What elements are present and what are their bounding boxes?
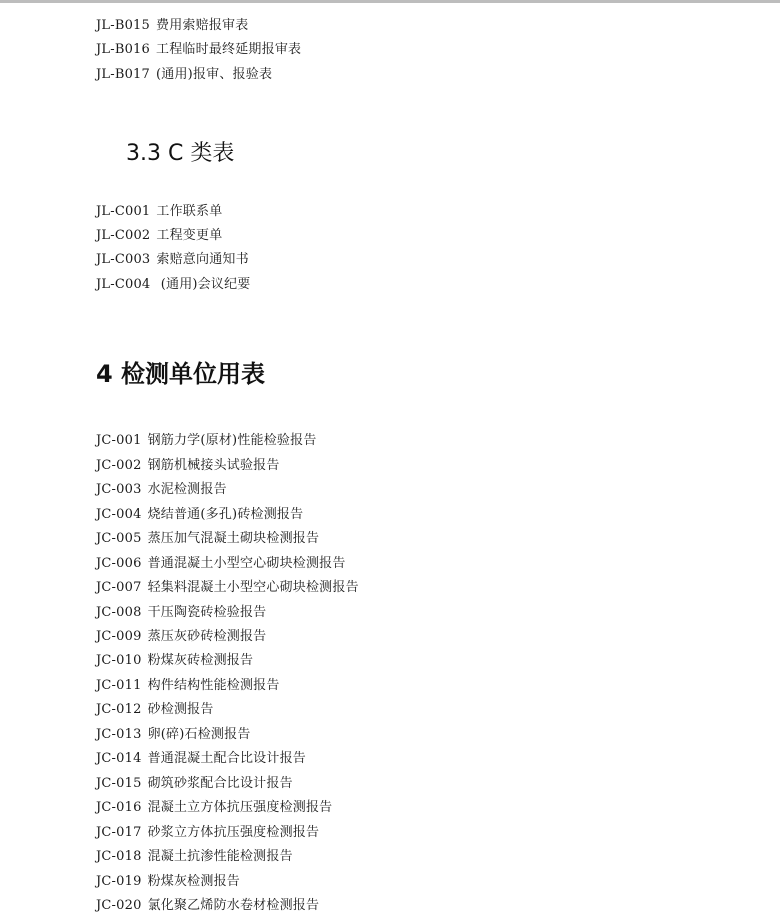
item-title: 费用索赔报审表: [156, 18, 249, 33]
item-code: JL-B017: [96, 67, 151, 82]
list-item: [96, 898, 319, 914]
list-item: [96, 18, 248, 34]
item-title: 混凝土立方体抗压强度检测报告: [147, 800, 333, 815]
item-title: 干压陶瓷砖检验报告: [147, 605, 267, 620]
list-item: [96, 629, 266, 645]
item-title: 索赔意向通知书: [156, 252, 249, 267]
item-title: 粉煤灰砖检测报告: [147, 653, 254, 668]
list-item: [96, 653, 253, 669]
list-item: [96, 204, 222, 220]
item-title: 普通混凝土小型空心砌块检测报告: [147, 556, 346, 571]
list-item: [96, 751, 306, 767]
item-code: JC-012: [96, 702, 142, 717]
item-title: (通用)会议纪要: [156, 277, 251, 292]
list-item: [96, 531, 319, 547]
item-title: 混凝土抗渗性能检测报告: [147, 849, 293, 864]
item-title: 构件结构性能检测报告: [147, 678, 280, 693]
item-code: JC-011: [96, 678, 142, 693]
item-code: JL-B016: [96, 42, 151, 57]
item-title: 钢筋力学(原材)性能检验报告: [147, 433, 317, 448]
list-item: [96, 252, 249, 268]
list-item: [96, 776, 293, 792]
list-item: [96, 678, 280, 694]
section-c-heading: 3.3 C 类表: [126, 141, 235, 166]
item-code: JC-003: [96, 482, 142, 497]
item-title: 粉煤灰检测报告: [147, 874, 240, 889]
list-item: [96, 825, 319, 841]
list-item: [96, 800, 332, 816]
item-code: JC-019: [96, 874, 142, 889]
list-item: [96, 702, 214, 718]
item-title: 砂检测报告: [147, 702, 214, 717]
item-code: JC-007: [96, 580, 142, 595]
item-code: JC-001: [96, 433, 142, 448]
list-item: [96, 67, 272, 83]
item-code: JC-010: [96, 653, 142, 668]
item-code: JC-008: [96, 605, 142, 620]
item-title: (通用)报审、报验表: [156, 67, 273, 82]
item-code: JC-009: [96, 629, 142, 644]
item-code: JL-C004: [96, 277, 151, 292]
item-code: JL-B015: [96, 18, 151, 33]
item-code: JC-017: [96, 825, 142, 840]
item-title: 工作联系单: [156, 204, 223, 219]
item-title: 蒸压灰砂砖检测报告: [147, 629, 267, 644]
item-title: 工程临时最终延期报审表: [156, 42, 302, 57]
item-code: JC-020: [96, 898, 142, 913]
list-item: [96, 482, 227, 498]
item-code: JC-006: [96, 556, 142, 571]
list-item: [96, 605, 266, 621]
item-title: 卵(碎)石检测报告: [147, 727, 251, 742]
item-code: JC-002: [96, 458, 142, 473]
list-item: [96, 874, 240, 890]
list-item: [96, 277, 250, 293]
list-item: [96, 42, 301, 58]
list-item: [96, 580, 359, 596]
item-title: 蒸压加气混凝土砌块检测报告: [147, 531, 320, 546]
list-item: [96, 458, 280, 474]
item-code: JL-C003: [96, 252, 151, 267]
item-code: JC-013: [96, 727, 142, 742]
item-code: JC-015: [96, 776, 142, 791]
item-title: 钢筋机械接头试验报告: [147, 458, 280, 473]
list-item: [96, 727, 251, 743]
item-code: JL-C001: [96, 204, 151, 219]
item-code: JC-014: [96, 751, 142, 766]
item-title: 轻集料混凝土小型空心砌块检测报告: [147, 580, 359, 595]
item-title: 砂浆立方体抗压强度检测报告: [147, 825, 320, 840]
list-item: [96, 849, 293, 865]
list-item: [96, 507, 303, 523]
section-4-heading: 4 检测单位用表: [96, 360, 266, 388]
item-code: JL-C002: [96, 228, 151, 243]
item-title: 水泥检测报告: [147, 482, 227, 497]
item-code: JC-005: [96, 531, 142, 546]
item-title: 普通混凝土配合比设计报告: [147, 751, 306, 766]
item-code: JC-016: [96, 800, 142, 815]
list-item: [96, 228, 222, 244]
item-code: JC-004: [96, 507, 142, 522]
list-item: [96, 433, 317, 449]
list-item: [96, 556, 346, 572]
item-title: 烧结普通(多孔)砖检测报告: [147, 507, 304, 522]
item-title: 砌筑砂浆配合比设计报告: [147, 776, 293, 791]
item-title: 工程变更单: [156, 228, 223, 243]
item-code: JC-018: [96, 849, 142, 864]
item-title: 氯化聚乙烯防水卷材检测报告: [147, 898, 320, 913]
